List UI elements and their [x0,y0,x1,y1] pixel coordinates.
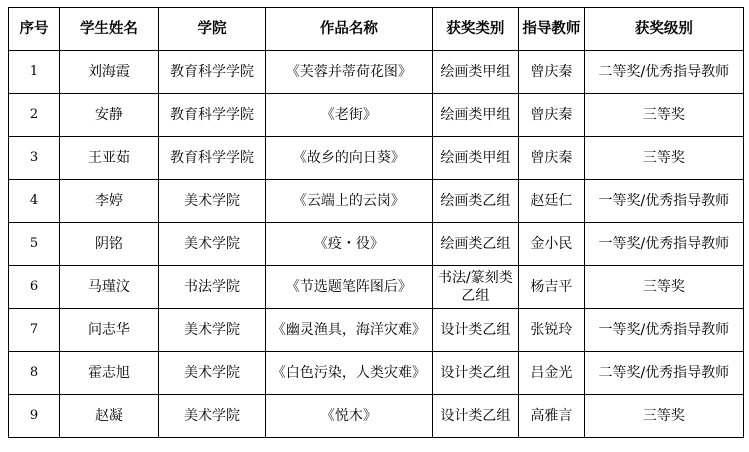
cell-no: 2 [9,94,60,137]
cell-award-level: 三等奖 [584,137,743,180]
cell-award-category: 设计类乙组 [432,352,518,395]
awards-table [8,7,744,438]
cell-college: 教育科学学院 [158,137,265,180]
cell-award-category: 绘画类甲组 [432,51,518,94]
cell-award-level: 三等奖 [584,266,743,309]
cell-tutor: 曾庆秦 [519,137,585,180]
header-tutor: 指导教师 [519,8,585,51]
cell-no: 1 [9,51,60,94]
cell-college: 美术学院 [158,395,265,438]
cell-tutor: 张锐玲 [519,309,585,352]
header-student-name: 学生姓名 [60,8,159,51]
cell-tutor: 高雅言 [519,395,585,438]
table-row [9,137,744,180]
cell-college: 教育科学学院 [158,51,265,94]
cell-tutor: 吕金光 [519,352,585,395]
cell-work-title: 《白色污染，人类灾难》 [266,352,433,395]
cell-work-title: 《老街》 [266,94,433,137]
table-row [9,180,744,223]
cell-college: 书法学院 [158,266,265,309]
cell-work-title: 《疫・役》 [266,223,433,266]
cell-student-name: 问志华 [60,309,159,352]
cell-student-name: 王亚茹 [60,137,159,180]
cell-no: 7 [9,309,60,352]
header-work-title: 作品名称 [266,8,433,51]
cell-work-title: 《芙蓉并蒂荷花图》 [266,51,433,94]
cell-award-level: 一等奖/优秀指导教师 [584,309,743,352]
cell-award-level: 二等奖/优秀指导教师 [584,352,743,395]
cell-work-title: 《节选题笔阵图后》 [266,266,433,309]
cell-work-title: 《云端上的云岗》 [266,180,433,223]
cell-college: 美术学院 [158,309,265,352]
cell-student-name: 赵凝 [60,395,159,438]
table-row [9,309,744,352]
cell-award-level: 二等奖/优秀指导教师 [584,51,743,94]
cell-award-category: 绘画类乙组 [432,223,518,266]
cell-award-category: 绘画类乙组 [432,180,518,223]
table-row [9,51,744,94]
cell-student-name: 刘海霞 [60,51,159,94]
cell-tutor: 赵廷仁 [519,180,585,223]
table-row [9,395,744,438]
cell-award-level: 三等奖 [584,94,743,137]
cell-college: 美术学院 [158,223,265,266]
cell-no: 4 [9,180,60,223]
cell-award-category: 书法/篆刻类乙组 [432,266,518,309]
header-college: 学院 [158,8,265,51]
cell-award-category: 设计类乙组 [432,309,518,352]
cell-award-level: 三等奖 [584,395,743,438]
cell-no: 5 [9,223,60,266]
header-award-level: 获奖级别 [584,8,743,51]
cell-work-title: 《幽灵渔具，海洋灾难》 [266,309,433,352]
cell-tutor: 曾庆秦 [519,51,585,94]
table-body [9,51,744,438]
cell-tutor: 曾庆秦 [519,94,585,137]
cell-no: 8 [9,352,60,395]
table-header [9,8,744,51]
table-row [9,352,744,395]
cell-college: 美术学院 [158,180,265,223]
cell-student-name: 安静 [60,94,159,137]
header-award-category: 获奖类别 [432,8,518,51]
cell-award-category: 设计类乙组 [432,395,518,438]
cell-award-level: 一等奖/优秀指导教师 [584,223,743,266]
cell-college: 教育科学学院 [158,94,265,137]
cell-work-title: 《悦木》 [266,395,433,438]
header-no: 序号 [9,8,60,51]
cell-no: 9 [9,395,60,438]
cell-student-name: 阴铭 [60,223,159,266]
cell-award-level: 一等奖/优秀指导教师 [584,180,743,223]
cell-college: 美术学院 [158,352,265,395]
table-row [9,223,744,266]
table-row [9,266,744,309]
cell-tutor: 金小民 [519,223,585,266]
cell-student-name: 霍志旭 [60,352,159,395]
cell-student-name: 马瑾汶 [60,266,159,309]
cell-award-category: 绘画类甲组 [432,137,518,180]
header-row [9,8,744,51]
cell-tutor: 杨吉平 [519,266,585,309]
cell-work-title: 《故乡的向日葵》 [266,137,433,180]
cell-student-name: 李婷 [60,180,159,223]
cell-no: 3 [9,137,60,180]
table-row [9,94,744,137]
cell-award-category: 绘画类甲组 [432,94,518,137]
cell-no: 6 [9,266,60,309]
